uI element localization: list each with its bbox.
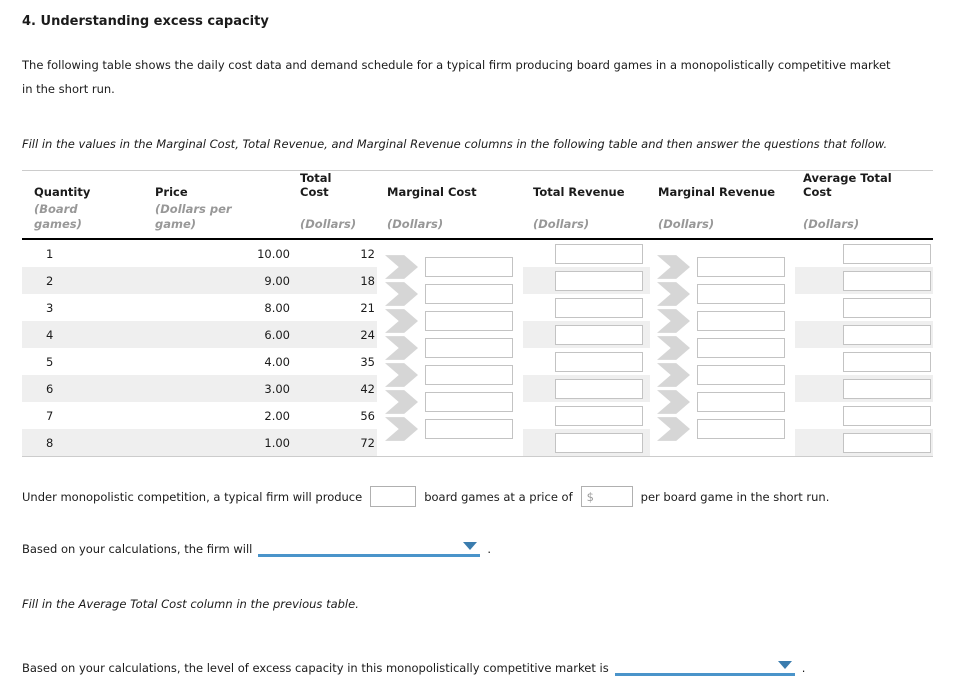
chevron-right-icon — [385, 308, 418, 334]
chevron-right-icon — [385, 416, 418, 442]
marginal-pair — [650, 254, 795, 280]
total-revenue-cell — [523, 375, 650, 402]
total-revenue-input[interactable] — [555, 244, 643, 264]
marginal-revenue-input[interactable] — [697, 284, 785, 304]
price-cell: 6.00 — [155, 321, 296, 348]
total-revenue-input[interactable] — [555, 352, 643, 372]
price-cell: 4.00 — [264, 354, 290, 369]
quantity-answer-input[interactable] — [370, 486, 416, 507]
marginal-cost-input[interactable] — [425, 311, 513, 331]
total-revenue-cell — [523, 348, 650, 375]
total-cost-cell: 35 — [360, 354, 375, 369]
question-1 — [22, 485, 933, 508]
total-cost-cell: 42 — [296, 375, 377, 402]
question-2 — [22, 537, 933, 560]
price-cell: 8.00 — [264, 300, 290, 315]
marginal-pair — [377, 335, 523, 361]
dollar-prefix: $ — [586, 489, 594, 504]
total-cost-cell: 18 — [296, 267, 377, 294]
header-quantity — [22, 171, 155, 238]
chevron-right-icon — [657, 308, 690, 334]
average-total-cost-input[interactable] — [843, 271, 931, 291]
marginal-pair — [377, 416, 523, 442]
marginal-revenue-input[interactable] — [697, 311, 785, 331]
table-body — [22, 240, 933, 457]
chevron-right-icon — [385, 281, 418, 307]
price-cell: 1.00 — [155, 429, 296, 456]
question-3 — [22, 656, 933, 679]
chevron-right-icon — [657, 362, 690, 388]
price-cell: 2.00 — [264, 408, 290, 423]
average-total-cost-input[interactable] — [843, 325, 931, 345]
price-cell: 10.00 — [257, 246, 290, 261]
header-label: Marginal Revenue — [658, 185, 776, 199]
quantity-cell: 3 — [46, 300, 54, 315]
chevron-down-icon — [778, 661, 792, 669]
header-label: Price — [155, 185, 188, 199]
marginal-cost-input[interactable] — [425, 419, 513, 439]
marginal-pair — [650, 335, 795, 361]
marginal-revenue-input[interactable] — [697, 365, 785, 385]
average-total-cost-cell — [795, 294, 933, 321]
header-unit: (Dollars per game) — [155, 202, 232, 231]
header-unit: (Board games) — [34, 202, 82, 231]
total-revenue-cell — [523, 294, 650, 321]
table-header — [22, 170, 933, 240]
q3-text-after: . — [801, 660, 806, 675]
average-total-cost-input[interactable] — [843, 433, 931, 453]
total-cost-cell: 12 — [360, 246, 375, 261]
excess-capacity-dropdown[interactable] — [615, 659, 795, 676]
chevron-right-icon — [385, 389, 418, 415]
average-total-cost-input[interactable] — [843, 406, 931, 426]
quantity-cell: 1 — [46, 246, 54, 261]
header-label: Total Revenue — [533, 185, 625, 199]
total-revenue-input[interactable] — [555, 325, 643, 345]
quantity-cell: 5 — [46, 354, 54, 369]
header-unit: (Dollars) — [533, 217, 590, 231]
cost-demand-table — [22, 170, 933, 457]
marginal-revenue-column — [650, 240, 795, 456]
total-cost-cell: 24 — [296, 321, 377, 348]
q2-text-after: . — [487, 541, 492, 556]
total-revenue-cell — [523, 402, 650, 429]
total-revenue-input[interactable] — [555, 271, 643, 291]
marginal-revenue-input[interactable] — [697, 338, 785, 358]
quantity-cell: 4 — [22, 321, 155, 348]
total-cost-cell: 21 — [360, 300, 375, 315]
header-label: Total Cost — [300, 171, 332, 199]
chevron-right-icon — [385, 254, 418, 280]
header-label: Marginal Cost — [387, 185, 477, 199]
q3-text-before: Based on your calculations, the level of excess capacity in this monopolistically competitive market is — [22, 660, 609, 675]
question-title: 4. Understanding excess capacity — [22, 14, 269, 29]
header-average-total-cost — [795, 171, 933, 238]
marginal-pair — [377, 362, 523, 388]
quantity-cell: 7 — [46, 408, 54, 423]
marginal-cost-input[interactable] — [425, 338, 513, 358]
marginal-pair — [650, 389, 795, 415]
chevron-right-icon — [657, 416, 690, 442]
marginal-pair — [650, 281, 795, 307]
average-total-cost-cell — [795, 375, 933, 402]
chevron-down-icon — [463, 542, 477, 550]
marginal-pair — [650, 362, 795, 388]
average-total-cost-input[interactable] — [843, 352, 931, 372]
q1-text-after: per board game in the short run. — [640, 489, 830, 504]
quantity-cell: 2 — [22, 267, 155, 294]
chevron-right-icon — [385, 335, 418, 361]
price-cell: 3.00 — [155, 375, 296, 402]
marginal-revenue-input[interactable] — [697, 257, 785, 277]
header-unit: (Dollars) — [387, 217, 444, 231]
average-total-cost-cell — [795, 402, 933, 429]
chevron-right-icon — [657, 335, 690, 361]
total-revenue-cell — [523, 240, 650, 267]
average-total-cost-input[interactable] — [843, 298, 931, 318]
average-total-cost-cell — [795, 240, 933, 267]
marginal-pair — [377, 389, 523, 415]
header-marginal-cost — [377, 171, 523, 238]
total-revenue-cell — [523, 267, 650, 294]
marginal-cost-input[interactable] — [425, 284, 513, 304]
fill-instruction: Fill in the values in the Marginal Cost, Total Revenue, and Marginal Revenue columns in the following table and then answer the questions that follow. — [22, 137, 888, 151]
quantity-cell: 8 — [22, 429, 155, 456]
marginal-pair — [650, 308, 795, 334]
average-total-cost-cell — [795, 267, 933, 294]
q1-text-before: Under monopolistic competition, a typical firm will produce — [22, 489, 363, 504]
chevron-right-icon — [385, 362, 418, 388]
total-cost-cell: 72 — [296, 429, 377, 456]
total-cost-cell: 56 — [360, 408, 375, 423]
marginal-cost-input[interactable] — [425, 392, 513, 412]
header-unit: (Dollars) — [658, 217, 715, 231]
average-total-cost-cell — [795, 429, 933, 456]
intro-line-1: The following table shows the daily cost data and demand schedule for a typical firm producing board games in a monopolistically competitive market — [22, 58, 891, 72]
total-revenue-input[interactable] — [555, 298, 643, 318]
total-revenue-input[interactable] — [555, 433, 643, 453]
atc-instruction: Fill in the Average Total Cost column in the previous table. — [22, 597, 359, 611]
price-cell: 9.00 — [155, 267, 296, 294]
header-price — [155, 171, 296, 238]
q2-text-before: Based on your calculations, the firm will — [22, 541, 253, 556]
header-marginal-revenue — [650, 171, 795, 238]
price-answer-input[interactable] — [581, 486, 633, 507]
marginal-cost-input[interactable] — [425, 257, 513, 277]
marginal-revenue-input[interactable] — [697, 392, 785, 412]
average-total-cost-input[interactable] — [843, 379, 931, 399]
marginal-cost-column — [377, 240, 523, 456]
marginal-pair — [377, 308, 523, 334]
header-unit: (Dollars) — [803, 217, 860, 231]
marginal-pair — [377, 281, 523, 307]
q1-text-middle: board games at a price of — [424, 489, 573, 504]
header-label: Average Total Cost — [803, 171, 892, 199]
total-revenue-input[interactable] — [555, 406, 643, 426]
chevron-right-icon — [657, 389, 690, 415]
header-total-cost — [296, 171, 377, 238]
marginal-pair — [650, 416, 795, 442]
header-unit: (Dollars) — [300, 217, 357, 231]
header-total-revenue — [523, 171, 650, 238]
average-total-cost-cell — [795, 321, 933, 348]
firm-will-dropdown[interactable] — [258, 540, 480, 557]
average-total-cost-input[interactable] — [843, 244, 931, 264]
chevron-right-icon — [657, 281, 690, 307]
marginal-pair — [377, 254, 523, 280]
intro-line-2: in the short run. — [22, 82, 115, 96]
total-revenue-cell — [523, 321, 650, 348]
marginal-revenue-input[interactable] — [697, 419, 785, 439]
intro-text — [22, 53, 933, 101]
marginal-cost-input[interactable] — [425, 365, 513, 385]
total-revenue-input[interactable] — [555, 379, 643, 399]
chevron-right-icon — [657, 254, 690, 280]
header-label: Quantity — [34, 185, 91, 199]
quantity-cell: 6 — [22, 375, 155, 402]
total-revenue-cell — [523, 429, 650, 456]
average-total-cost-cell — [795, 348, 933, 375]
